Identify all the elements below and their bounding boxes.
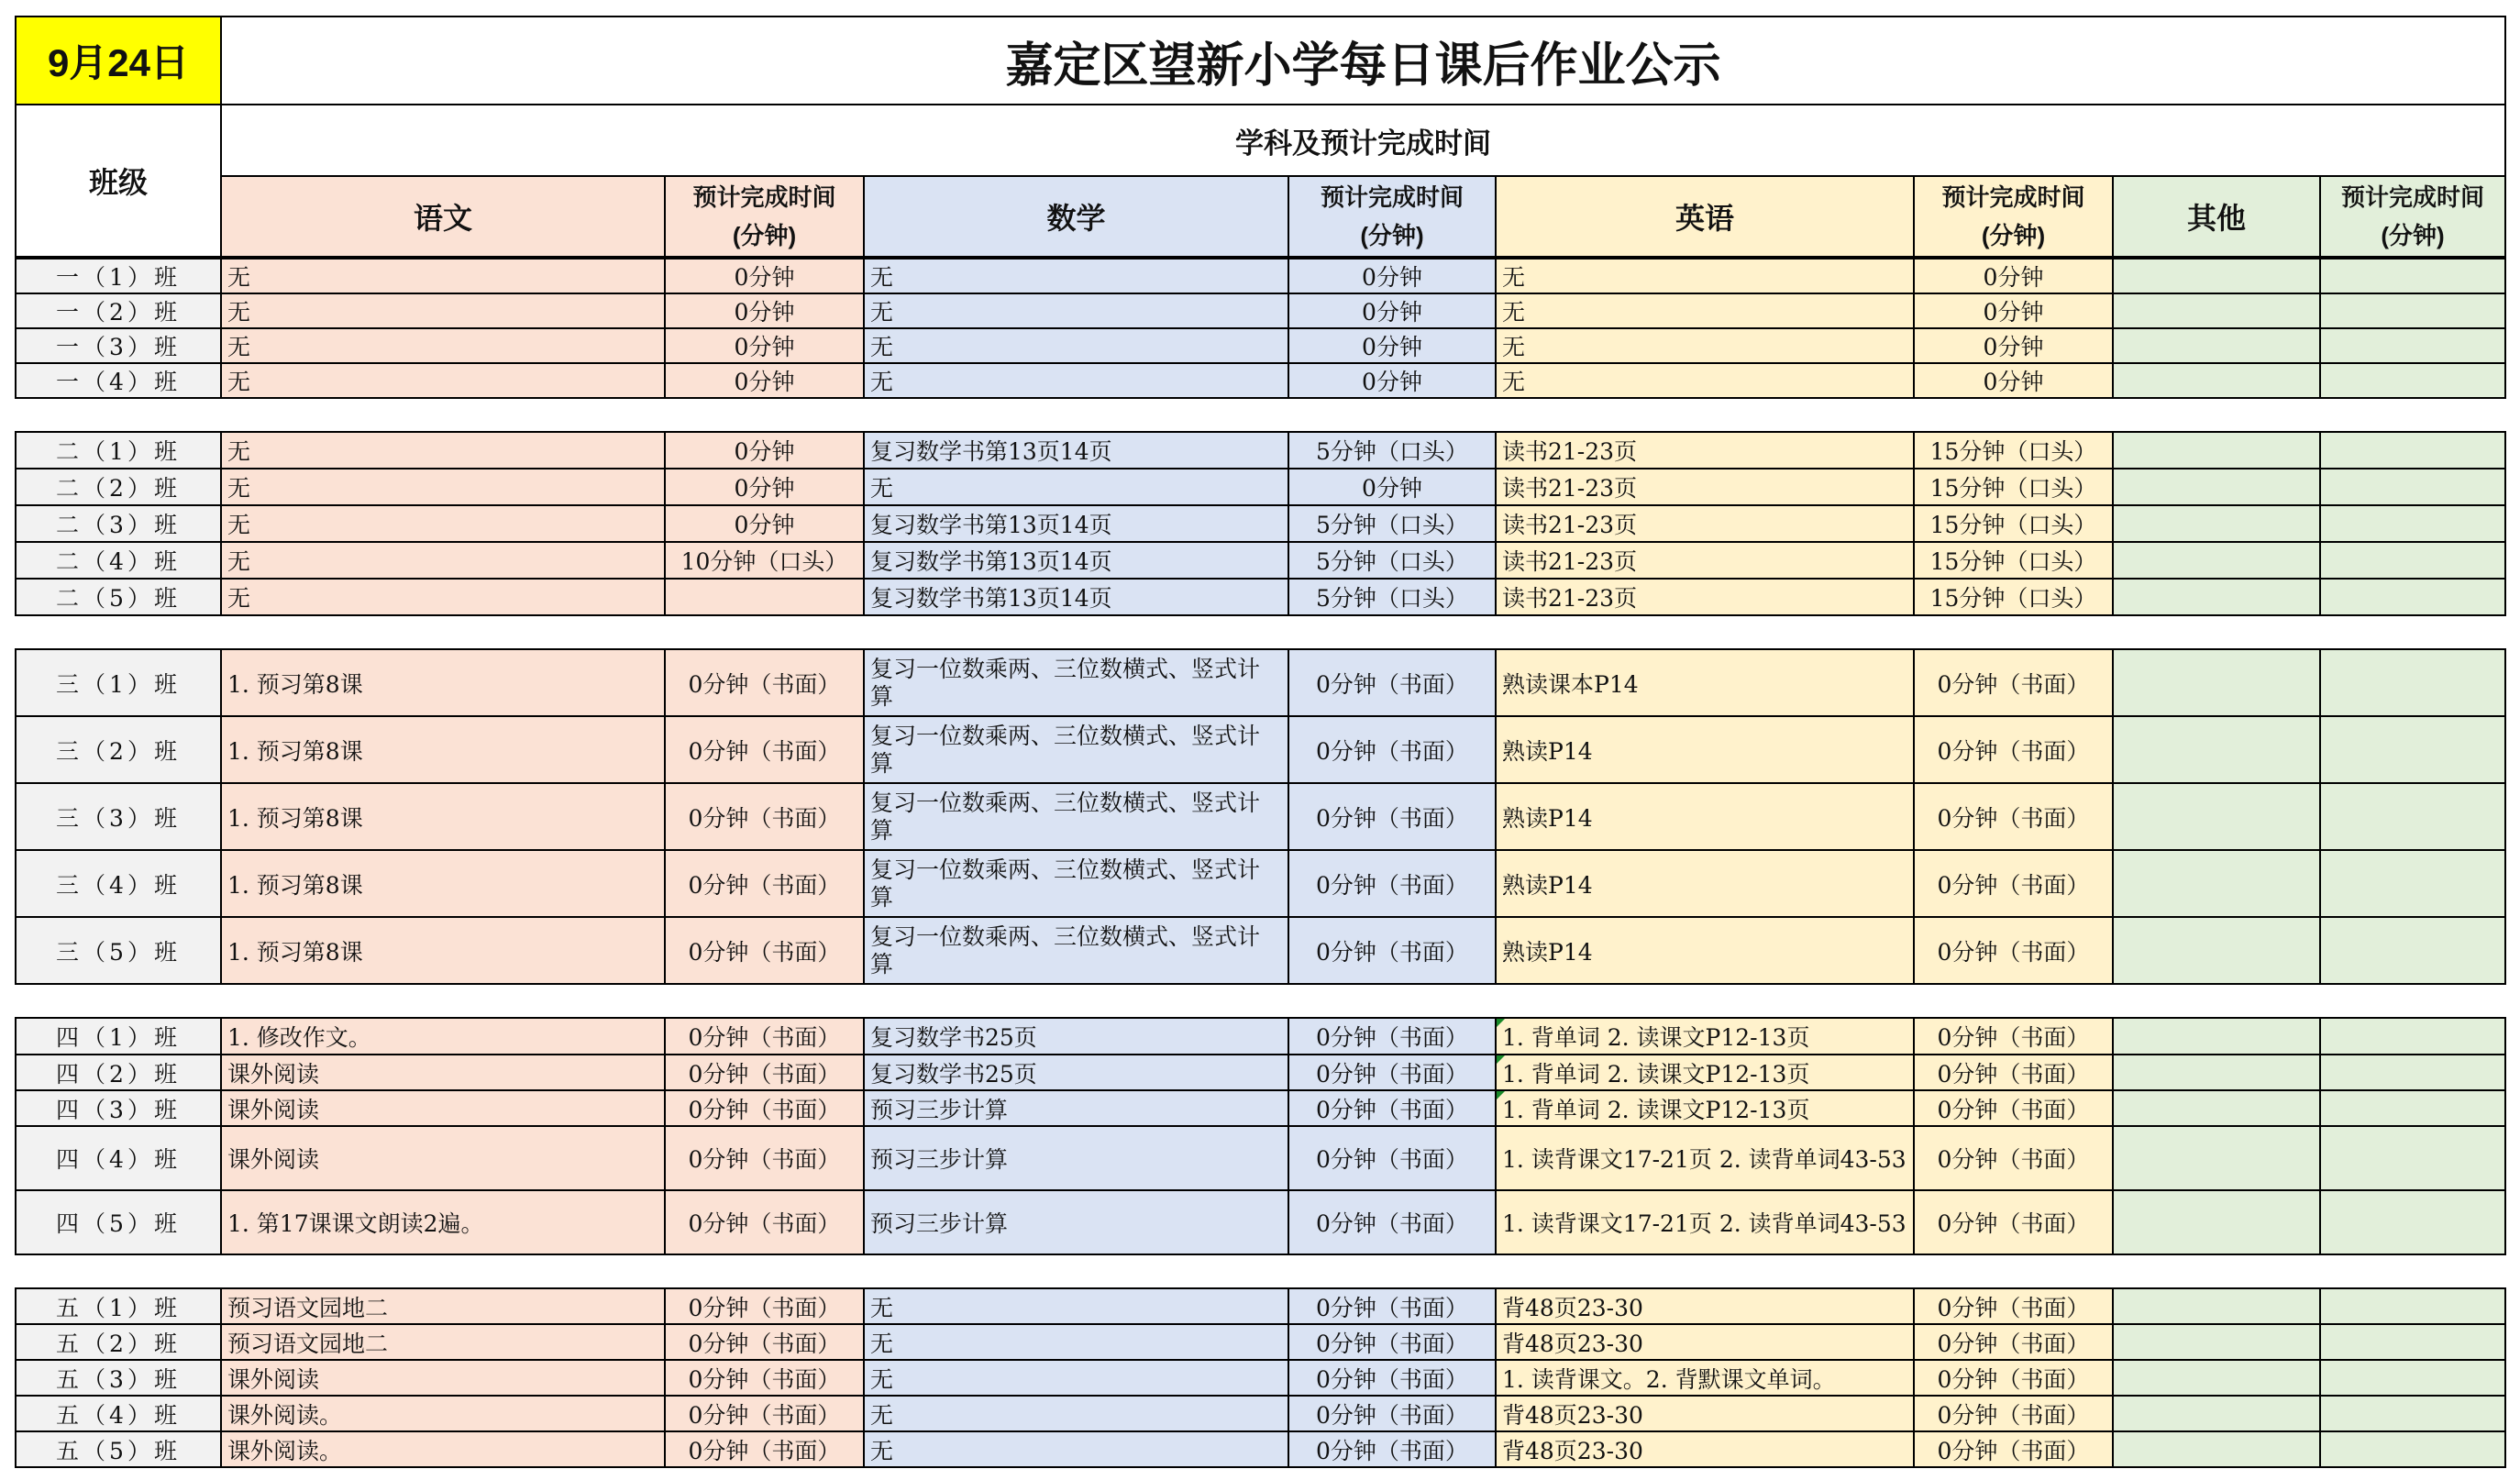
- chinese-homework-cell[interactable]: 1. 预习第8课: [221, 649, 665, 716]
- english-time-cell[interactable]: 0分钟（书面）: [1914, 649, 2113, 716]
- other-homework-cell[interactable]: [2113, 649, 2320, 716]
- math-time-cell[interactable]: 5分钟（口头）: [1288, 542, 1496, 579]
- math-time-cell[interactable]: 0分钟: [1288, 259, 1496, 293]
- math-homework-cell[interactable]: 无: [864, 293, 1288, 328]
- table-row: [16, 1190, 2505, 1254]
- english-time-cell[interactable]: 0分钟: [1914, 363, 2113, 398]
- table-row: [16, 1324, 2505, 1360]
- english-homework-cell[interactable]: 无: [1496, 328, 1914, 363]
- english-time-cell[interactable]: 0分钟（书面）: [1914, 783, 2113, 850]
- class-name-cell[interactable]: 三（4）班: [16, 850, 221, 917]
- chinese-time-cell[interactable]: 0分钟（书面）: [665, 850, 864, 917]
- chinese-homework-cell[interactable]: 1. 预习第8课: [221, 716, 665, 783]
- class-name-cell[interactable]: 一（1）班: [16, 259, 221, 293]
- english-homework-cell[interactable]: 熟读P14: [1496, 850, 1914, 917]
- math-time-cell[interactable]: 0分钟: [1288, 328, 1496, 363]
- math-time-cell[interactable]: 0分钟（书面）: [1288, 1055, 1496, 1090]
- math-time-cell[interactable]: 0分钟（书面）: [1288, 917, 1496, 984]
- other-homework-cell[interactable]: [2113, 1055, 2320, 1090]
- other-time-cell[interactable]: [2320, 328, 2505, 363]
- math-homework-cell[interactable]: 复习一位数乘两、三位数横式、竖式计算: [864, 917, 1288, 984]
- table-row: [16, 542, 2505, 579]
- class-name-cell[interactable]: 五（4）班: [16, 1396, 221, 1431]
- class-name-cell[interactable]: 四（3）班: [16, 1090, 221, 1126]
- other-time-cell[interactable]: [2320, 293, 2505, 328]
- english-time-cell[interactable]: 0分钟（书面）: [1914, 917, 2113, 984]
- english-homework-cell[interactable]: 熟读课本P14: [1496, 649, 1914, 716]
- english-homework-cell[interactable]: 背48页23-30: [1496, 1396, 1914, 1431]
- chinese-time-cell[interactable]: 0分钟: [665, 293, 864, 328]
- class-name-cell[interactable]: 二（3）班: [16, 505, 221, 542]
- math-time-cell[interactable]: 0分钟（书面）: [1288, 1360, 1496, 1396]
- chinese-time-cell[interactable]: 0分钟: [665, 259, 864, 293]
- math-time-cell[interactable]: 5分钟（口头）: [1288, 505, 1496, 542]
- chinese-homework-cell[interactable]: 课外阅读: [221, 1090, 665, 1126]
- other-time-cell[interactable]: [2320, 579, 2505, 615]
- class-name-cell[interactable]: 三（1）班: [16, 649, 221, 716]
- math-time-cell[interactable]: 0分钟（书面）: [1288, 1396, 1496, 1431]
- math-time-cell[interactable]: 0分钟（书面）: [1288, 1288, 1496, 1324]
- english-homework-cell[interactable]: 无: [1496, 363, 1914, 398]
- math-homework-cell[interactable]: 无: [864, 363, 1288, 398]
- chinese-homework-cell[interactable]: 无: [221, 259, 665, 293]
- other-time-cell[interactable]: [2320, 542, 2505, 579]
- english-homework-cell[interactable]: 读书21-23页: [1496, 505, 1914, 542]
- english-time-cell[interactable]: 15分钟（口头）: [1914, 432, 2113, 469]
- math-time-cell[interactable]: 0分钟（书面）: [1288, 1431, 1496, 1467]
- table-row: [16, 505, 2505, 542]
- english-time-cell[interactable]: 0分钟（书面）: [1914, 1324, 2113, 1360]
- table-row: [16, 469, 2505, 505]
- english-homework-cell[interactable]: 1. 读背课文。2. 背默课文单词。: [1496, 1360, 1914, 1396]
- english-homework-cell[interactable]: 1. 读背课文17-21页 2. 读背单词43-53: [1496, 1190, 1914, 1254]
- chinese-homework-cell[interactable]: 1. 预习第8课: [221, 917, 665, 984]
- english-homework-cell[interactable]: 熟读P14: [1496, 716, 1914, 783]
- table-row: [16, 917, 2505, 984]
- math-homework-cell[interactable]: 复习一位数乘两、三位数横式、竖式计算: [864, 649, 1288, 716]
- table-row: [16, 1126, 2505, 1190]
- other-time-cell[interactable]: [2320, 1190, 2505, 1254]
- english-homework-cell[interactable]: 无: [1496, 259, 1914, 293]
- grade-spacer: [15, 985, 2504, 1017]
- english-homework-cell[interactable]: 1. 背单词 2. 读课文P12-13页: [1496, 1018, 1914, 1055]
- class-name-cell[interactable]: 一（4）班: [16, 363, 221, 398]
- math-homework-cell[interactable]: 复习数学书第13页14页: [864, 505, 1288, 542]
- chinese-homework-cell[interactable]: 1. 预习第8课: [221, 850, 665, 917]
- math-homework-cell[interactable]: 复习数学书第13页14页: [864, 579, 1288, 615]
- other-time-cell[interactable]: [2320, 1431, 2505, 1467]
- class-name-cell[interactable]: 四（1）班: [16, 1018, 221, 1055]
- english-time-cell[interactable]: 0分钟: [1914, 293, 2113, 328]
- math-homework-cell[interactable]: 无: [864, 328, 1288, 363]
- math-time-cell[interactable]: 0分钟（书面）: [1288, 1190, 1496, 1254]
- page-title[interactable]: 嘉定区望新小学每日课后作业公示: [221, 17, 2505, 105]
- table-row: [16, 579, 2505, 615]
- class-header[interactable]: 班级: [16, 105, 221, 257]
- table-row: [16, 1055, 2505, 1090]
- chinese-homework-cell[interactable]: 课外阅读: [221, 1055, 665, 1090]
- chinese-homework-cell[interactable]: 预习语文园地二: [221, 1288, 665, 1324]
- table-row: [16, 259, 2505, 293]
- chinese-time-cell[interactable]: 0分钟（书面）: [665, 649, 864, 716]
- english-homework-cell[interactable]: 读书21-23页: [1496, 542, 1914, 579]
- table-row: [16, 293, 2505, 328]
- col-english-time-header[interactable]: 预计完成时间 (分钟): [1914, 176, 2113, 257]
- math-time-cell[interactable]: 0分钟: [1288, 293, 1496, 328]
- chinese-time-cell[interactable]: 0分钟（书面）: [665, 1360, 864, 1396]
- chinese-homework-cell[interactable]: 无: [221, 328, 665, 363]
- other-time-cell[interactable]: [2320, 1396, 2505, 1431]
- table-row: [16, 850, 2505, 917]
- math-homework-cell[interactable]: 无: [864, 1324, 1288, 1360]
- english-homework-cell[interactable]: 熟读P14: [1496, 917, 1914, 984]
- chinese-homework-cell[interactable]: 无: [221, 505, 665, 542]
- chinese-time-cell[interactable]: 0分钟（书面）: [665, 1431, 864, 1467]
- chinese-homework-cell[interactable]: 无: [221, 542, 665, 579]
- other-time-cell[interactable]: [2320, 1090, 2505, 1126]
- chinese-time-cell[interactable]: 0分钟: [665, 505, 864, 542]
- math-homework-cell[interactable]: 无: [864, 259, 1288, 293]
- chinese-homework-cell[interactable]: 预习语文园地二: [221, 1324, 665, 1360]
- math-time-cell[interactable]: 0分钟（书面）: [1288, 1090, 1496, 1126]
- chinese-homework-cell[interactable]: 课外阅读: [221, 1126, 665, 1190]
- chinese-time-cell[interactable]: 0分钟: [665, 432, 864, 469]
- math-homework-cell[interactable]: 复习数学书第13页14页: [864, 542, 1288, 579]
- chinese-time-cell[interactable]: 0分钟（书面）: [665, 1090, 864, 1126]
- header-table: [15, 16, 2506, 258]
- other-time-cell[interactable]: [2320, 1324, 2505, 1360]
- other-homework-cell[interactable]: [2113, 1324, 2320, 1360]
- math-homework-cell[interactable]: 复习数学书25页: [864, 1055, 1288, 1090]
- chinese-time-cell[interactable]: 0分钟: [665, 363, 864, 398]
- math-homework-cell[interactable]: 复习数学书第13页14页: [864, 432, 1288, 469]
- english-time-cell[interactable]: 0分钟（书面）: [1914, 1396, 2113, 1431]
- table-row: [16, 1288, 2505, 1324]
- class-name-cell[interactable]: 五（3）班: [16, 1360, 221, 1396]
- other-homework-cell[interactable]: [2113, 259, 2320, 293]
- other-homework-cell[interactable]: [2113, 293, 2320, 328]
- chinese-time-cell[interactable]: 0分钟（书面）: [665, 716, 864, 783]
- chinese-time-cell[interactable]: [665, 579, 864, 615]
- col-chinese-time-header[interactable]: 预计完成时间 (分钟): [665, 176, 864, 257]
- other-time-cell[interactable]: [2320, 432, 2505, 469]
- grade-3-table: [15, 648, 2506, 985]
- chinese-homework-cell[interactable]: 无: [221, 469, 665, 505]
- class-name-cell[interactable]: 五（1）班: [16, 1288, 221, 1324]
- chinese-time-cell[interactable]: 0分钟（书面）: [665, 1055, 864, 1090]
- english-homework-cell[interactable]: 1. 背单词 2. 读课文P12-13页: [1496, 1090, 1914, 1126]
- grade-5-table: [15, 1287, 2506, 1468]
- english-time-cell[interactable]: 15分钟（口头）: [1914, 505, 2113, 542]
- other-time-cell[interactable]: [2320, 716, 2505, 783]
- math-time-cell[interactable]: 0分钟（书面）: [1288, 1324, 1496, 1360]
- other-time-cell[interactable]: [2320, 1126, 2505, 1190]
- chinese-time-cell[interactable]: 10分钟（口头）: [665, 542, 864, 579]
- english-homework-cell[interactable]: 读书21-23页: [1496, 469, 1914, 505]
- math-homework-cell[interactable]: 无: [864, 469, 1288, 505]
- table-row: [16, 363, 2505, 398]
- chinese-homework-cell[interactable]: 1. 第17课课文朗读2遍。: [221, 1190, 665, 1254]
- chinese-homework-cell[interactable]: 无: [221, 293, 665, 328]
- other-time-cell[interactable]: [2320, 505, 2505, 542]
- english-time-cell[interactable]: 0分钟（书面）: [1914, 1090, 2113, 1126]
- math-time-cell[interactable]: 0分钟（书面）: [1288, 1126, 1496, 1190]
- english-time-cell[interactable]: 15分钟（口头）: [1914, 542, 2113, 579]
- english-time-cell[interactable]: 0分钟（书面）: [1914, 1055, 2113, 1090]
- chinese-homework-cell[interactable]: 课外阅读: [221, 1360, 665, 1396]
- col-math-header[interactable]: 数学: [864, 176, 1288, 257]
- other-time-cell[interactable]: [2320, 363, 2505, 398]
- other-time-cell[interactable]: [2320, 783, 2505, 850]
- other-time-cell[interactable]: [2320, 469, 2505, 505]
- date-cell[interactable]: 9月24日: [16, 17, 221, 105]
- english-homework-cell[interactable]: 读书21-23页: [1496, 579, 1914, 615]
- other-homework-cell[interactable]: [2113, 1126, 2320, 1190]
- chinese-time-cell[interactable]: 0分钟（书面）: [665, 1018, 864, 1055]
- table-row: [16, 1396, 2505, 1431]
- other-homework-cell[interactable]: [2113, 1431, 2320, 1467]
- math-homework-cell[interactable]: 预习三步计算: [864, 1090, 1288, 1126]
- chinese-homework-cell[interactable]: 1. 修改作文。: [221, 1018, 665, 1055]
- table-row: [16, 432, 2505, 469]
- table-row: [16, 1090, 2505, 1126]
- grade-spacer: [15, 616, 2504, 648]
- other-time-cell[interactable]: [2320, 1055, 2505, 1090]
- other-homework-cell[interactable]: [2113, 328, 2320, 363]
- other-homework-cell[interactable]: [2113, 363, 2320, 398]
- english-time-cell[interactable]: 0分钟: [1914, 259, 2113, 293]
- english-time-cell[interactable]: 15分钟（口头）: [1914, 579, 2113, 615]
- class-name-cell[interactable]: 五（5）班: [16, 1431, 221, 1467]
- col-english-header[interactable]: 英语: [1496, 176, 1914, 257]
- other-homework-cell[interactable]: [2113, 1396, 2320, 1431]
- math-time-cell[interactable]: 0分钟: [1288, 469, 1496, 505]
- other-homework-cell[interactable]: [2113, 505, 2320, 542]
- math-homework-cell[interactable]: 无: [864, 1288, 1288, 1324]
- table-row: [16, 716, 2505, 783]
- homework-sheet: [15, 16, 2504, 1468]
- table-row: [16, 1431, 2505, 1467]
- other-homework-cell[interactable]: [2113, 542, 2320, 579]
- math-time-cell[interactable]: 0分钟（书面）: [1288, 649, 1496, 716]
- class-name-cell[interactable]: 一（3）班: [16, 328, 221, 363]
- other-homework-cell[interactable]: [2113, 783, 2320, 850]
- english-homework-cell[interactable]: 1. 背单词 2. 读课文P12-13页: [1496, 1055, 1914, 1090]
- english-time-cell[interactable]: 0分钟（书面）: [1914, 716, 2113, 783]
- chinese-homework-cell[interactable]: 1. 预习第8课: [221, 783, 665, 850]
- other-time-cell[interactable]: [2320, 1018, 2505, 1055]
- other-time-cell[interactable]: [2320, 917, 2505, 984]
- other-homework-cell[interactable]: [2113, 1018, 2320, 1055]
- chinese-time-cell[interactable]: 0分钟（书面）: [665, 1396, 864, 1431]
- subjects-header[interactable]: 学科及预计完成时间: [221, 105, 2505, 176]
- math-time-cell[interactable]: 0分钟（书面）: [1288, 716, 1496, 783]
- math-homework-cell[interactable]: 预习三步计算: [864, 1190, 1288, 1254]
- english-homework-cell[interactable]: 背48页23-30: [1496, 1288, 1914, 1324]
- english-homework-cell[interactable]: 背48页23-30: [1496, 1431, 1914, 1467]
- math-time-cell[interactable]: 0分钟（书面）: [1288, 783, 1496, 850]
- math-homework-cell[interactable]: 无: [864, 1431, 1288, 1467]
- class-name-cell[interactable]: 三（5）班: [16, 917, 221, 984]
- math-time-cell[interactable]: 5分钟（口头）: [1288, 579, 1496, 615]
- other-homework-cell[interactable]: [2113, 579, 2320, 615]
- other-time-cell[interactable]: [2320, 649, 2505, 716]
- chinese-time-cell[interactable]: 0分钟（书面）: [665, 917, 864, 984]
- chinese-homework-cell[interactable]: 无: [221, 579, 665, 615]
- math-homework-cell[interactable]: 复习数学书25页: [864, 1018, 1288, 1055]
- chinese-time-cell[interactable]: 0分钟（书面）: [665, 1288, 864, 1324]
- english-time-cell[interactable]: 0分钟（书面）: [1914, 1288, 2113, 1324]
- table-row: [16, 1018, 2505, 1055]
- class-name-cell[interactable]: 二（2）班: [16, 469, 221, 505]
- other-time-cell[interactable]: [2320, 1360, 2505, 1396]
- english-homework-cell[interactable]: 读书21-23页: [1496, 432, 1914, 469]
- english-homework-cell[interactable]: 无: [1496, 293, 1914, 328]
- grade-1-table: [15, 258, 2506, 399]
- other-homework-cell[interactable]: [2113, 716, 2320, 783]
- english-time-cell[interactable]: 0分钟（书面）: [1914, 1360, 2113, 1396]
- math-time-cell[interactable]: 0分钟: [1288, 363, 1496, 398]
- class-name-cell[interactable]: 三（3）班: [16, 783, 221, 850]
- chinese-homework-cell[interactable]: 无: [221, 363, 665, 398]
- chinese-homework-cell[interactable]: 无: [221, 432, 665, 469]
- grade-2-table: [15, 431, 2506, 616]
- english-time-cell[interactable]: 0分钟（书面）: [1914, 1190, 2113, 1254]
- other-homework-cell[interactable]: [2113, 1288, 2320, 1324]
- other-homework-cell[interactable]: [2113, 850, 2320, 917]
- grade-4-table: [15, 1017, 2506, 1255]
- table-row: [16, 649, 2505, 716]
- grade-spacer: [15, 399, 2504, 431]
- table-row: [16, 1360, 2505, 1396]
- col-chinese-header[interactable]: 语文: [221, 176, 665, 257]
- other-homework-cell[interactable]: [2113, 1190, 2320, 1254]
- math-homework-cell[interactable]: 复习一位数乘两、三位数横式、竖式计算: [864, 716, 1288, 783]
- class-name-cell[interactable]: 四（5）班: [16, 1190, 221, 1254]
- class-name-cell[interactable]: 二（5）班: [16, 579, 221, 615]
- class-name-cell[interactable]: 二（1）班: [16, 432, 221, 469]
- class-name-cell[interactable]: 四（4）班: [16, 1126, 221, 1190]
- english-homework-cell[interactable]: 熟读P14: [1496, 783, 1914, 850]
- math-time-cell[interactable]: 5分钟（口头）: [1288, 432, 1496, 469]
- math-homework-cell[interactable]: 预习三步计算: [864, 1126, 1288, 1190]
- math-homework-cell[interactable]: 无: [864, 1360, 1288, 1396]
- math-homework-cell[interactable]: 复习一位数乘两、三位数横式、竖式计算: [864, 850, 1288, 917]
- english-homework-cell[interactable]: 1. 读背课文17-21页 2. 读背单词43-53: [1496, 1126, 1914, 1190]
- class-name-cell[interactable]: 一（2）班: [16, 293, 221, 328]
- other-time-cell[interactable]: [2320, 850, 2505, 917]
- math-homework-cell[interactable]: 复习一位数乘两、三位数横式、竖式计算: [864, 783, 1288, 850]
- chinese-time-cell[interactable]: 0分钟（书面）: [665, 1190, 864, 1254]
- other-time-cell[interactable]: [2320, 1288, 2505, 1324]
- other-homework-cell[interactable]: [2113, 432, 2320, 469]
- col-other-header[interactable]: 其他: [2113, 176, 2320, 257]
- math-homework-cell[interactable]: 无: [864, 1396, 1288, 1431]
- english-time-cell[interactable]: 0分钟（书面）: [1914, 1018, 2113, 1055]
- chinese-homework-cell[interactable]: 课外阅读。: [221, 1431, 665, 1467]
- chinese-time-cell[interactable]: 0分钟: [665, 469, 864, 505]
- table-row: [16, 783, 2505, 850]
- grade-spacer: [15, 1255, 2504, 1287]
- english-time-cell[interactable]: 0分钟（书面）: [1914, 850, 2113, 917]
- other-homework-cell[interactable]: [2113, 1360, 2320, 1396]
- table-row: [16, 328, 2505, 363]
- chinese-time-cell[interactable]: 0分钟（书面）: [665, 1324, 864, 1360]
- english-time-cell[interactable]: 15分钟（口头）: [1914, 469, 2113, 505]
- class-name-cell[interactable]: 四（2）班: [16, 1055, 221, 1090]
- chinese-homework-cell[interactable]: 课外阅读。: [221, 1396, 665, 1431]
- chinese-time-cell[interactable]: 0分钟: [665, 328, 864, 363]
- chinese-time-cell[interactable]: 0分钟（书面）: [665, 783, 864, 850]
- other-homework-cell[interactable]: [2113, 469, 2320, 505]
- math-time-cell[interactable]: 0分钟（书面）: [1288, 1018, 1496, 1055]
- other-homework-cell[interactable]: [2113, 917, 2320, 984]
- other-homework-cell[interactable]: [2113, 1090, 2320, 1126]
- class-name-cell[interactable]: 三（2）班: [16, 716, 221, 783]
- other-time-cell[interactable]: [2320, 259, 2505, 293]
- math-time-cell[interactable]: 0分钟（书面）: [1288, 850, 1496, 917]
- class-name-cell[interactable]: 二（4）班: [16, 542, 221, 579]
- chinese-time-cell[interactable]: 0分钟（书面）: [665, 1126, 864, 1190]
- english-homework-cell[interactable]: 背48页23-30: [1496, 1324, 1914, 1360]
- class-name-cell[interactable]: 五（2）班: [16, 1324, 221, 1360]
- english-time-cell[interactable]: 0分钟（书面）: [1914, 1431, 2113, 1467]
- english-time-cell[interactable]: 0分钟: [1914, 328, 2113, 363]
- col-math-time-header[interactable]: 预计完成时间 (分钟): [1288, 176, 1496, 257]
- english-time-cell[interactable]: 0分钟（书面）: [1914, 1126, 2113, 1190]
- col-other-time-header[interactable]: 预计完成时间 (分钟): [2320, 176, 2505, 257]
